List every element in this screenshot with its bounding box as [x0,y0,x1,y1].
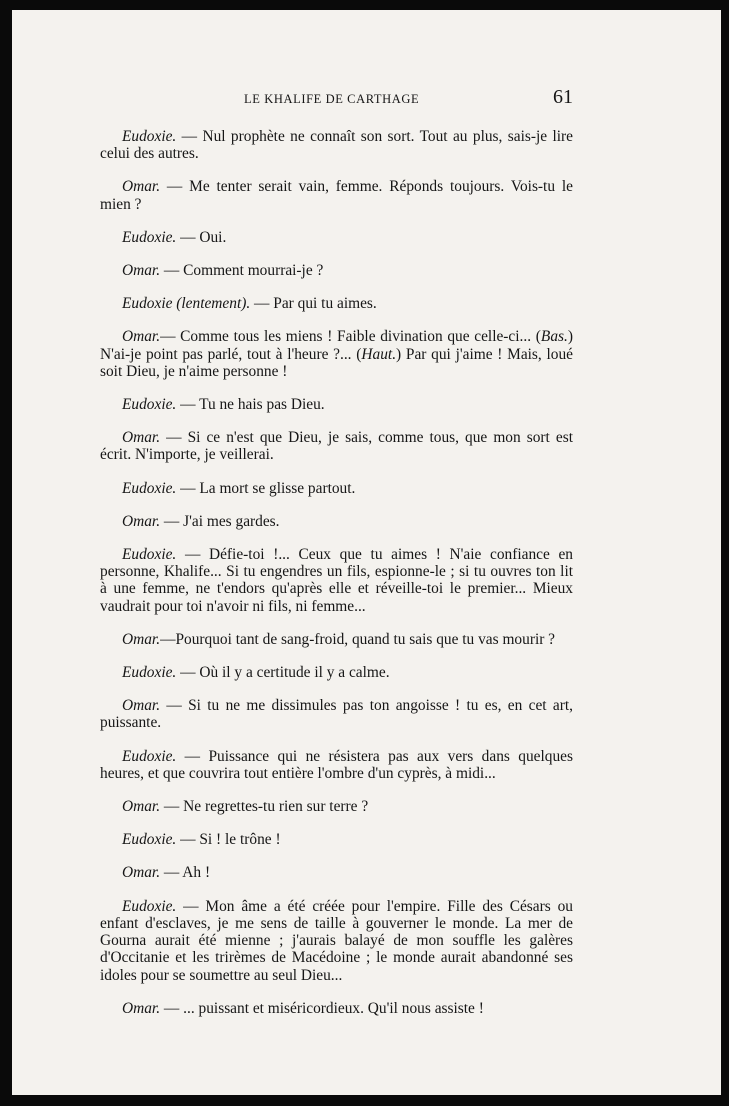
dialogue-line [100,178,573,212]
dialogue-line [100,128,573,162]
line-text: — Ne regrettes-tu rien sur terre ? [160,798,369,816]
speaker-name: Eudoxie. [122,664,177,682]
dialogue-line [100,748,573,782]
line-text: — Si ! le trône ! [176,831,281,849]
line-text: — Par qui tu aimes. [250,295,377,313]
speaker-name: Eudoxie. [122,831,177,849]
dialogue-line [100,429,573,463]
speaker-name: Omar. [122,697,161,715]
dialogue-line [100,697,573,731]
speaker-name: Omar. [122,429,161,447]
speaker-name: Eudoxie (lentement). [122,295,251,313]
line-text: ) Par qui j'aime ! Mais, loué soit Dieu, je n'aime personne ! [100,345,573,380]
dialogue-line [100,864,573,881]
speaker-name: Omar. [122,864,161,882]
dialogue-line [100,831,573,848]
dialogue-line [100,1000,573,1017]
dialogue-line [100,631,573,648]
line-text: — ... puissant et miséricordieux. Qu'il nous assiste ! [160,999,484,1017]
line-text: — Tu ne hais pas Dieu. [176,396,325,414]
line-text: — Puissance qui ne résistera pas aux vers dans quelques heures, et que couvrira tout entière l'ombre d'un cyprès, à midi... [100,747,573,782]
speaker-name: Eudoxie. [122,396,177,414]
speaker-name: Omar. [122,630,161,648]
stage-direction: Bas. [540,328,568,346]
speaker-name: Eudoxie. [122,479,177,497]
speaker-name: Eudoxie. [122,228,177,246]
page-header [12,88,721,112]
dialogue-line [100,798,573,815]
speaker-name: Eudoxie. [122,128,177,145]
speaker-name: Omar. [122,512,161,530]
speaker-name: Omar. [122,999,161,1017]
dialogue-line [100,664,573,681]
page-number: 61 [553,86,573,108]
dialogue-line [100,898,573,984]
line-text: — Ah ! [160,864,211,882]
speaker-name: Omar. [122,262,161,280]
line-text: — Défie-toi !... Ceux que tu aimes ! N'aie confiance en personne, Khalife... Si tu engendres un fils, espionne-le ; si tu ouvres ton lit à une femme, ne t'endors qu'après elle et réveille-toi le premier... Mieux vaudrait pour toi n'avoir ni fils, ni femme... [100,546,573,615]
dialogue-line [100,480,573,497]
dialogue-line [100,396,573,413]
speaker-name: Omar. [122,798,161,816]
line-text: ) N'ai-je point pas parlé, tout à l'heure ?... ( [100,328,573,363]
speaker-name: Eudoxie. [122,747,177,765]
stage-direction: Haut. [361,345,397,363]
line-text: — J'ai mes gardes. [160,512,280,530]
speaker-name: Omar. [122,328,161,346]
speaker-name: Eudoxie. [122,897,177,915]
line-text: — La mort se glisse partout. [176,479,356,497]
speaker-name: Eudoxie. [122,546,177,564]
dialogue-line [100,328,573,380]
line-text: — Comme tous les miens ! Faible divination que celle-ci... ( [160,328,541,346]
line-text: — Oui. [176,228,227,246]
speaker-name: Omar. [122,178,161,196]
dialogue-text [100,128,573,1033]
running-title: LE KHALIFE DE CARTHAGE [244,92,420,106]
dialogue-line [100,262,573,279]
dialogue-line [100,546,573,615]
line-text: —Pourquoi tant de sang-froid, quand tu sais que tu vas mourir ? [160,630,556,648]
dialogue-line [100,295,573,312]
book-page [12,10,721,1095]
line-text: — Me tenter serait vain, femme. Réponds toujours. Vois-tu le mien ? [100,178,573,213]
dialogue-line [100,513,573,530]
line-text: — Comment mourrai-je ? [160,262,324,280]
line-text: — Si tu ne me dissimules pas ton angoisse ! tu es, en cet art, puissante. [100,697,573,732]
line-text: — Mon âme a été créée pour l'empire. Fille des Césars ou enfant d'esclaves, je me sens de taille à gouverner le monde. La mer de Gourna aurait été mienne ; j'aurais balayé de mon souffle les galères d'Occitanie et les trirèmes de Macédoine ; le monde aurait abandonné ses idoles pour se soumettre au seul Dieu... [100,897,573,984]
line-text: — Où il y a certitude il y a calme. [176,664,390,682]
line-text: — Si ce n'est que Dieu, je sais, comme tous, que mon sort est écrit. N'importe, je veillerai. [100,429,573,464]
line-text: — Nul prophète ne connaît son sort. Tout au plus, sais-je lire celui des autres. [100,128,573,163]
dialogue-line [100,229,573,246]
